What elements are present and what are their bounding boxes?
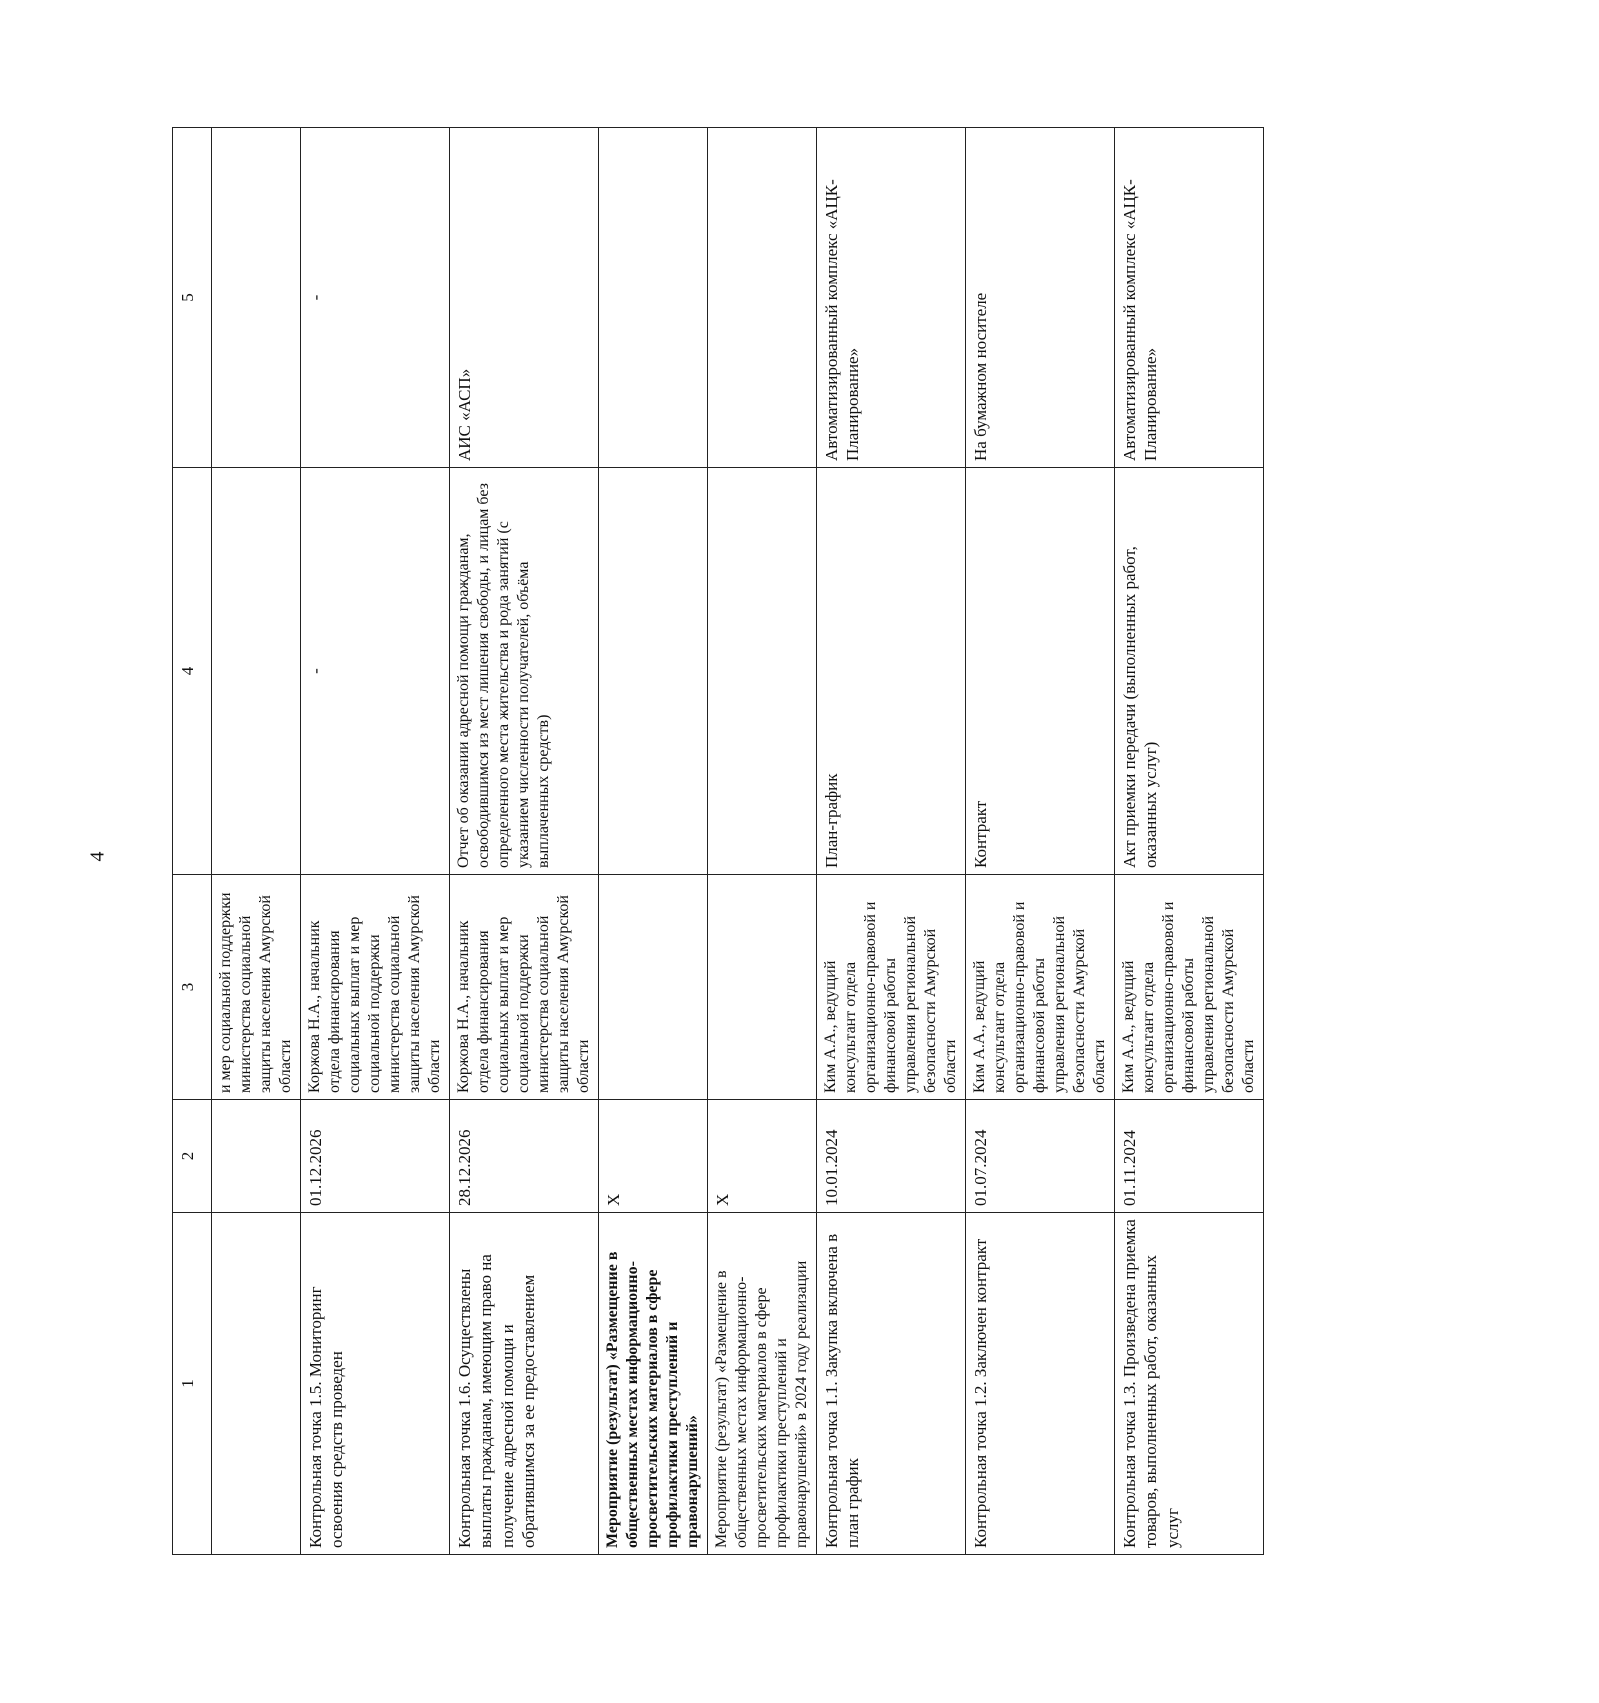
cell-date: 01.07.2024 [966, 1100, 1115, 1213]
header-cell-1: 1 [173, 1213, 212, 1555]
cell-document: Отчет об оказании адресной помощи гражданам, освободившимся из мест лишения свободы, и лицам без определенного места жительства и рода занятий (с указанием численности получателей, объёма выплаченных средств) [450, 468, 599, 875]
table-row [708, 128, 817, 1555]
table-row [450, 128, 599, 1555]
cell-system [708, 128, 817, 468]
header-cell-4: 4 [173, 468, 212, 875]
cell-event: Мероприятие (результат) «Размещение в общественных местах информационно-просветительских материалов в сфере профилактики преступлений и правонарушений» в 2024 году реализации [708, 1213, 817, 1555]
cell-event: Контрольная точка 1.6. Осуществлены выплаты гражданам, имеющим право на получение адресной помощи и обратившимся за ее предоставлением [450, 1213, 599, 1555]
cell-date: Х [708, 1100, 817, 1213]
table-row [966, 128, 1115, 1555]
cell-document [599, 468, 708, 875]
header-cell-2: 2 [173, 1100, 212, 1213]
cell-event [212, 1213, 301, 1555]
cell-responsible: и мер социальной поддержки министерства социальной защиты населения Амурской области [212, 875, 301, 1100]
cell-system [212, 128, 301, 468]
cell-event: Мероприятие (результат) «Размещение в общественных местах информационно-просветительских материалов в сфере профилактики преступлений и правонарушений» [599, 1213, 708, 1555]
header-row [173, 128, 212, 1555]
cell-document: Акт приемки передачи (выполненных работ, оказанных услуг) [1115, 468, 1264, 875]
page-number: 4 [86, 851, 109, 862]
cell-date: 28.12.2026 [450, 1100, 599, 1213]
table-row [1115, 128, 1264, 1555]
cell-date: 01.11.2024 [1115, 1100, 1264, 1213]
cell-responsible [599, 875, 708, 1100]
cell-responsible: Коржова Н.А., начальник отдела финансирования социальных выплат и мер социальной поддержки министерства социальной защиты населения Амурской области [450, 875, 599, 1100]
cell-document [212, 468, 301, 875]
cell-event: Контрольная точка 1.5. Мониторинг освоения средств проведен [301, 1213, 450, 1555]
header-cell-3: 3 [173, 875, 212, 1100]
cell-document: План-график [817, 468, 966, 875]
plan-table [172, 127, 1264, 1555]
cell-date: 10.01.2024 [817, 1100, 966, 1213]
cell-responsible [708, 875, 817, 1100]
table-row [212, 128, 301, 1555]
cell-responsible: Коржова Н.А., начальник отдела финансирования социальных выплат и мер социальной поддержки министерства социальной защиты населения Амурской области [301, 875, 450, 1100]
cell-document: Контракт [966, 468, 1115, 875]
table-wrapper [172, 128, 1599, 1548]
cell-event: Контрольная точка 1.1. Закупка включена в план график [817, 1213, 966, 1555]
cell-system: Автоматизированный комплекс «АЦК-Планирование» [817, 128, 966, 468]
cell-event: Контрольная точка 1.3. Произведена приемка товаров, выполненных работ, оказанных услуг [1115, 1213, 1264, 1555]
cell-responsible: Ким А.А., ведущий консультант отдела организационно-правовой и финансовой работы управления региональной безопасности Амурской области [1115, 875, 1264, 1100]
cell-document [708, 468, 817, 875]
cell-system: На бумажном носителе [966, 128, 1115, 468]
cell-system: Автоматизированный комплекс «АЦК-Планирование» [1115, 128, 1264, 468]
cell-system: АИС «АСП» [450, 128, 599, 468]
header-cell-5: 5 [173, 128, 212, 468]
cell-responsible: Ким А.А., ведущий консультант отдела организационно-правовой и финансовой работы управления региональной безопасности Амурской области [966, 875, 1115, 1100]
cell-system [599, 128, 708, 468]
cell-date [212, 1100, 301, 1213]
table-row [817, 128, 966, 1555]
cell-document: - [301, 468, 450, 875]
cell-system: - [301, 128, 450, 468]
cell-date: 01.12.2026 [301, 1100, 450, 1213]
table-row [301, 128, 450, 1555]
cell-responsible: Ким А.А., ведущий консультант отдела организационно-правовой и финансовой работы управления региональной безопасности Амурской области [817, 875, 966, 1100]
cell-date: Х [599, 1100, 708, 1213]
table-row [599, 128, 708, 1555]
cell-event: Контрольная точка 1.2. Заключен контракт [966, 1213, 1115, 1555]
